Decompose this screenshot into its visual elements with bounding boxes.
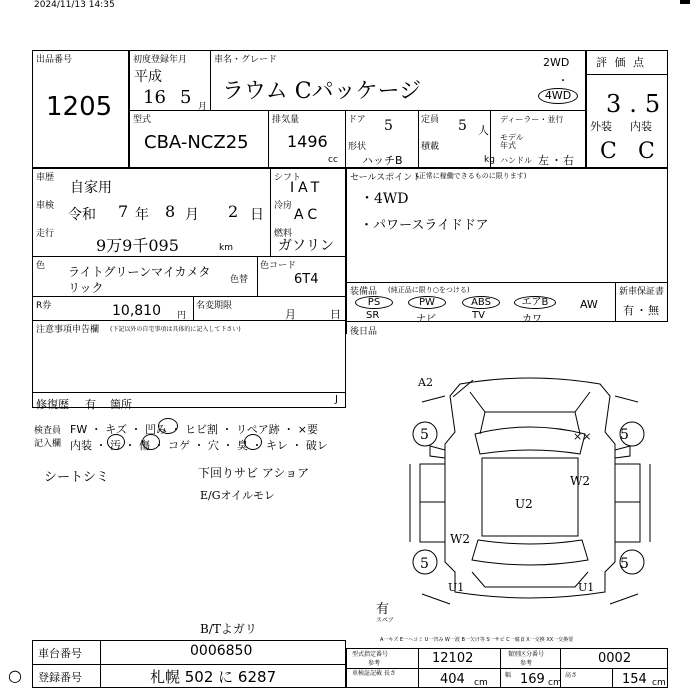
lot-number: 1205 bbox=[46, 92, 113, 122]
shape: ハッチB bbox=[362, 154, 403, 167]
lot-label: 出品番号 bbox=[36, 55, 73, 65]
inspector-row2: 内装 ・ 汚 ・ 傷 ・ コゲ ・ 穴 ・ 臭 ・ キレ ・ 破レ bbox=[70, 439, 328, 452]
spare-value: 有 bbox=[376, 602, 390, 617]
car-class-label: 車歴 bbox=[36, 173, 55, 183]
notes-note: (下記以外の自宅事項は具体的に記入して下さい) bbox=[110, 326, 241, 333]
width: 169 bbox=[520, 672, 545, 687]
inspection-year-unit: 年 bbox=[135, 207, 149, 223]
chassis-label: 車台番号 bbox=[38, 647, 82, 660]
recycle-value: 10,810 bbox=[112, 303, 161, 319]
repair-mark: J bbox=[335, 394, 338, 405]
equip-abs: ABS bbox=[462, 296, 500, 309]
handle-dot: ・ bbox=[551, 154, 562, 167]
shift-label: シフト bbox=[274, 173, 302, 183]
chassis-number: 0006850 bbox=[190, 643, 253, 659]
equipment-label: 装備品 bbox=[350, 287, 378, 297]
repair-value: 有 bbox=[85, 398, 96, 411]
back-seat-label: 後日品 bbox=[350, 327, 378, 337]
stamp-mark: ○ bbox=[8, 666, 22, 685]
equip-sr: SR bbox=[366, 310, 380, 321]
mark-five-4: 5 bbox=[620, 556, 629, 572]
handle-right: 右 bbox=[563, 154, 574, 167]
drive-dot: ・ bbox=[558, 76, 568, 87]
inspection-month: 8 bbox=[165, 202, 176, 221]
handle-left: 左 bbox=[538, 154, 549, 167]
mark-w2-left: W2 bbox=[450, 532, 470, 546]
corner-mark bbox=[680, 0, 690, 4]
load-label: 積載 bbox=[421, 142, 440, 152]
sales-point-1: ・4WD bbox=[360, 191, 409, 207]
mark-xx: ×× bbox=[573, 430, 592, 443]
manual-no: 無 bbox=[648, 304, 659, 317]
color-label: 色 bbox=[36, 261, 46, 271]
model-year-label: モデル年式 bbox=[500, 133, 524, 150]
manual-yes: 有 bbox=[623, 304, 634, 317]
width-label: 幅 bbox=[505, 672, 512, 679]
mark-u1-right: U1 bbox=[578, 581, 595, 594]
displacement-label: 排気量 bbox=[272, 115, 300, 125]
inspection-month-unit: 月 bbox=[185, 207, 199, 223]
type-no-sub: 参考 bbox=[368, 660, 381, 667]
inspection-day-unit: 日 bbox=[250, 207, 264, 223]
name-change-label: 名変期限 bbox=[196, 301, 233, 311]
rating-ext-label: 外装 bbox=[590, 120, 612, 133]
sales-point-2: ・パワースライドドア bbox=[360, 218, 489, 233]
circle-mark-2 bbox=[107, 434, 125, 450]
inspection-year: 7 bbox=[118, 202, 129, 221]
circle-mark-4 bbox=[244, 434, 262, 450]
registration-label: 登録番号 bbox=[38, 671, 82, 684]
height: 154 bbox=[622, 672, 647, 687]
car-name: ラウム Cパッケージ bbox=[222, 79, 422, 104]
inspection-label: 車検 bbox=[36, 201, 55, 211]
hand-note-4: B/Tよガリ bbox=[200, 622, 257, 636]
color-line1: ライトグリーンマイカメタ bbox=[68, 265, 211, 279]
rating-int-label: 内装 bbox=[630, 120, 652, 133]
inspector-row1: FW ・ キズ ・ 凹み ・ ヒビ割 ・ リペア跡 ・ ×要 bbox=[70, 423, 318, 436]
model-label: 型式 bbox=[133, 115, 152, 125]
car-class: 自家用 bbox=[70, 180, 112, 196]
equip-tv: TV bbox=[472, 310, 485, 321]
doors: 5 bbox=[384, 118, 393, 134]
equip-ps: PS bbox=[355, 296, 393, 309]
dealer-label: ディーラー・並行 bbox=[500, 115, 564, 124]
equip-navi: ナビ bbox=[416, 314, 436, 325]
sales-points-note: (正常に稼働できるものに限ります) bbox=[416, 172, 527, 180]
load-unit: kg bbox=[484, 155, 495, 165]
type-no: 12102 bbox=[432, 651, 474, 666]
recycle-unit: 円 bbox=[177, 311, 187, 321]
spare-label: スペア bbox=[376, 617, 395, 624]
sales-points-label: セールスポイント bbox=[350, 173, 422, 183]
fuel-label: 燃料 bbox=[274, 229, 293, 239]
color-code: 6T4 bbox=[294, 272, 319, 287]
hand-note-2: 下回りサビ アショア bbox=[198, 466, 310, 480]
first-reg-month: 5 bbox=[180, 87, 192, 108]
car-name-label: 車名・グレード bbox=[214, 55, 278, 65]
type-no-label: 型式指定番号 bbox=[352, 651, 389, 658]
shape-label: 形状 bbox=[348, 142, 367, 152]
model-code: CBA-NCZ25 bbox=[144, 132, 249, 153]
inspection-era: 令和 bbox=[68, 207, 96, 223]
name-change-day: 日 bbox=[330, 308, 341, 321]
capacity-unit: 人 bbox=[478, 124, 489, 137]
registration-number: 札幌 502 に 6287 bbox=[150, 668, 277, 686]
mileage-unit: km bbox=[219, 243, 233, 253]
inspection-day: 2 bbox=[228, 202, 239, 221]
color-code-sub: 色替 bbox=[230, 275, 249, 285]
fuel: ガソリン bbox=[278, 238, 334, 254]
mark-u2: U2 bbox=[515, 497, 533, 511]
drive-4wd: 4WD bbox=[538, 88, 578, 104]
inspector-label2: 記入欄 bbox=[34, 439, 62, 449]
inspector-label1: 検査員 bbox=[34, 426, 62, 436]
color-line2: リック bbox=[68, 281, 104, 295]
first-reg-label: 初度登録年月 bbox=[133, 55, 188, 65]
legend: A一キズ E一ヘコミ U一凹み W一波 B一欠け等 S一サビ C一腐食 X一交換 XX一交換要 bbox=[380, 637, 574, 643]
aircon-label: 冷房 bbox=[274, 201, 293, 211]
timestamp: 2024/11/13 14:35 bbox=[34, 0, 115, 10]
repair-label: 修復歴 bbox=[36, 398, 69, 411]
rating-score: 3.5 bbox=[606, 90, 669, 118]
circle-mark-1 bbox=[158, 418, 178, 434]
name-change-month: 月 bbox=[285, 308, 296, 321]
first-reg-year: 16 bbox=[143, 87, 166, 108]
aircon: AC bbox=[294, 207, 322, 223]
height-unit: cm bbox=[652, 678, 666, 688]
equip-aw: AW bbox=[580, 298, 598, 311]
capacity-label: 定員 bbox=[421, 115, 440, 125]
equip-pw: PW bbox=[408, 296, 446, 309]
rating-label: 評 価 点 bbox=[596, 56, 646, 69]
repair-unit: 箇所 bbox=[110, 398, 132, 411]
manual-dot: ・ bbox=[636, 304, 647, 317]
handle-label: ハンドル bbox=[500, 156, 532, 165]
manual-label: 新車保証書 bbox=[619, 287, 665, 297]
circle-mark-3 bbox=[142, 434, 160, 450]
displacement-unit: cc bbox=[328, 155, 338, 165]
shift: IAT bbox=[290, 180, 324, 196]
mark-w2-right: W2 bbox=[570, 474, 590, 488]
mark-a2: A2 bbox=[418, 376, 433, 389]
doors-label: ドア bbox=[348, 115, 366, 125]
equipment-note: (純正品に限り○をつける) bbox=[388, 286, 470, 294]
rating-int: C bbox=[638, 139, 655, 164]
length-label: 車検証記載 長さ bbox=[352, 670, 396, 677]
hand-note-1: シートシミ bbox=[44, 470, 110, 485]
equip-leather: カワ bbox=[522, 314, 542, 325]
first-reg-month-unit: 月 bbox=[198, 102, 208, 112]
mark-five-3: 5 bbox=[420, 556, 429, 572]
height-label: 高さ bbox=[565, 672, 578, 679]
first-reg-era: 平成 bbox=[134, 69, 162, 85]
equip-airbag: エアB bbox=[514, 296, 556, 309]
capacity: 5 bbox=[458, 118, 467, 134]
drive-2wd: 2WD bbox=[543, 56, 570, 69]
class-no: 0002 bbox=[598, 651, 632, 666]
mark-five-1: 5 bbox=[420, 427, 429, 443]
displacement: 1496 bbox=[287, 132, 328, 151]
mileage: 9万9千095 bbox=[96, 236, 179, 255]
rating-ext: C bbox=[600, 139, 617, 164]
length-unit: cm bbox=[474, 678, 488, 688]
color-code-label: 色コード bbox=[260, 261, 297, 271]
class-no-label: 類別区分番号 bbox=[508, 651, 545, 658]
width-unit: cm bbox=[548, 678, 562, 688]
mileage-label: 走行 bbox=[36, 229, 55, 239]
recycle-label: R券 bbox=[36, 301, 52, 311]
length: 404 bbox=[440, 672, 465, 687]
hand-note-3: E/Gオイルモレ bbox=[200, 489, 275, 502]
class-no-sub: 参考 bbox=[520, 660, 533, 667]
notes-label: 注意事項申告欄 bbox=[36, 325, 100, 335]
mark-u1-left: U1 bbox=[448, 581, 465, 594]
mark-five-2: 5 bbox=[620, 427, 629, 443]
